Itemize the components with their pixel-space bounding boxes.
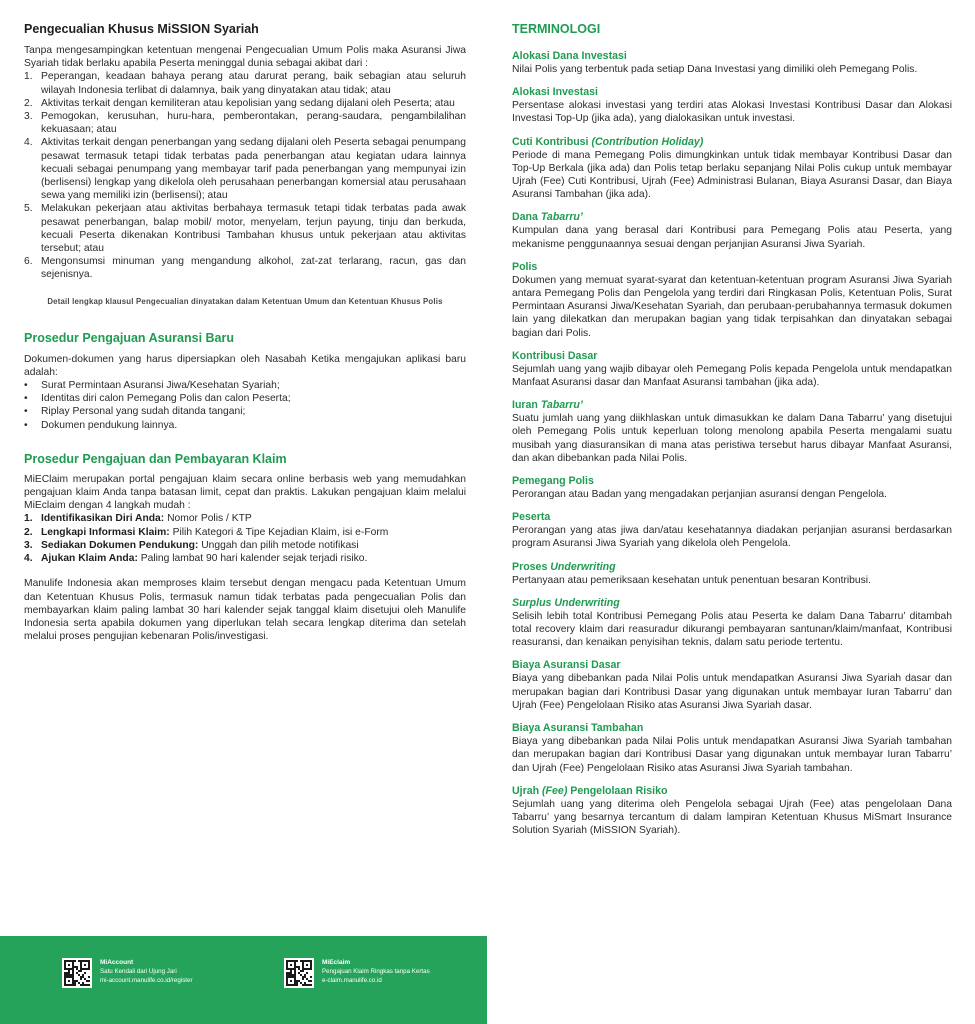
claim-step-text: Unggah dan pilih metode notifikasi [198,539,359,551]
exclusion-item [24,110,466,136]
claim-step [24,552,466,565]
term-definition: Pertanyaan atau pemeriksaan kesehatan untuk penentuan besaran Kontribusi. [512,574,871,586]
exclusion-list [24,70,466,281]
claim-step-number: 4. [24,553,33,565]
term-title-main: Kontribusi Dasar [512,349,598,362]
claim-intro: MiEClaim merupakan portal pengajuan klaim secara online berbasis web yang memudahkan pengajuan klaim Anda tanpa batasan limit, cepat dan praktis. Lakukan pengajuan klaim melalui MiEclaim dengan 4 langkah mudah : [24,473,466,512]
exclusion-text: Aktivitas terkait dengan kemiliteran atau kepolisian yang sedang dijalani oleh Peserta; atau [41,97,455,109]
term-title [512,136,952,148]
claim-step-content [41,552,367,565]
term-definition: Perorangan atau Badan yang mengadakan perjanjian asuransi dengan Pengelola. [512,489,887,501]
term-title [512,399,952,411]
bullet-icon: • [24,380,28,392]
term-item [512,597,952,650]
term-title-italic: Tabarru’ [540,211,583,224]
term-title-main: Pemegang Polis [512,475,594,488]
exclusion-text: Mengonsumsi minuman yang mengandung alkohol, zat-zat terlarang, racun, gas dan sejenisnya. [41,256,466,281]
term-title-main: Iuran [512,399,541,412]
term-definition: Perorangan yang atas jiwa dan/atau kesehatannya diadakan perjanjian asuransi berdasarkan program Asuransi Jiwa Syariah yang dikelola oleh Pengelola. [512,525,952,550]
claim-step [24,512,466,525]
term-title-main: Dana [512,211,541,224]
terminology-title: TERMINOLOGI [512,22,601,36]
claim-step-text: Pilih Kategori & Tipe Kejadian Klaim, isi e-Form [169,526,389,538]
term-title [512,597,952,609]
term-title-italic: Underwriting [550,560,616,573]
exclusion-text: Melakukan pekerjaan atau aktivitas berbahaya termasuk tetapi tidak terbatas pada awak pesawat penerbangan, balap mobil/ motor, menyelam, terjun payung, tinju dan berkuda, kecuali Peserta dikenakan Kontribusi Tambahan khusus untuk pekerjaan atau aktivitas tersebut; atau [41,203,466,255]
claim-step [24,539,466,552]
term-definition: Persentase alokasi investasi yang terdiri atas Alokasi Investasi Kontribusi Dasar dan Alokasi Investasi Top-Up (jika ada), yang dialokasikan untuk investasi. [512,100,952,125]
term-title-italic: Tabarru’ [540,399,583,412]
term-title [512,511,952,523]
term-item [512,50,952,76]
document-item [24,392,466,405]
exclusion-item [24,202,466,255]
claim-step-content [41,526,388,539]
term-definition: Selisih lebih total Kontribusi Pemegang Polis atau Peserta ke dalam Dana Tabarru’ ditambah total recovery klaim dari reasuradur dikurangi pembayaran santunan/klaim/manfaat, Kontribusi reasuransi, dan kenaikan penyisihan teknis, dalam satu periode tertentu. [512,610,952,649]
claim-step-label: Lengkapi Informasi Klaim: [41,526,170,538]
exclusion-number: 1. [24,71,33,83]
term-title [512,722,952,734]
footer-banner [0,936,487,1024]
exclusion-item [24,136,466,202]
mieclaim-tagline: Pengajuan Klaim Ringkas tanpa Kertas [322,968,430,975]
term-title-main: Cuti Kontribusi [512,135,592,148]
term-definition: Biaya yang dibebankan pada Nilai Polis untuk mendapatkan Asuransi Jiwa Syariah dasar dan merupakan bagian dari Kontribusi Dasar yang digunakan untuk membayar Iuran Tabarru’ dan Ujrah (Fee) Pengelolaan Risiko atas Asuransi Jiwa Syariah dasar. [512,673,952,711]
document-item [24,379,466,392]
exclusion-text: Peperangan, keadaan bahaya perang atau darurat perang, baik sebagian atau seluruh wilayah Indonesia terlibat di dalamnya, baik yang dinyatakan atau tidak; atau [41,71,466,96]
bullet-icon: • [24,406,28,418]
qr-code-icon [62,958,92,988]
miaccount-url[interactable]: mi-account.manulife.co.id/register [100,977,193,984]
mieclaim-block [284,958,430,988]
bullet-icon: • [24,419,28,431]
term-title-tail: Pengelolaan Risiko [567,784,668,797]
exclusion-title: Pengecualian Khusus MiSSION Syariah [24,22,259,36]
term-item [512,86,952,125]
term-title [512,561,952,573]
terminology-list [512,50,952,837]
document-text: Dokumen pendukung lainnya. [41,419,178,431]
claim-step-number: 2. [24,526,33,538]
term-item [512,399,952,465]
term-title-main: Ujrah [512,784,543,797]
document-text: Riplay Personal yang sudah ditanda tangani; [41,406,246,418]
exclusion-item [24,70,466,96]
term-title-italic: (Fee) [542,784,568,797]
claim-step-number: 3. [24,539,33,551]
claim-step [24,526,466,539]
claim-steps [24,512,466,565]
document-item [24,419,466,432]
term-item [512,211,952,250]
claim-step-number: 1. [24,513,33,525]
term-definition: Nilai Polis yang terbentuk pada setiap Dana Investasi yang dimiliki oleh Pemegang Polis. [512,64,918,75]
term-item [512,350,952,389]
exclusion-item [24,97,466,110]
term-title-italic: (Contribution Holiday) [591,135,704,148]
bullet-icon: • [24,393,28,405]
term-definition: Periode di mana Pemegang Polis dimungkinkan untuk tidak membayar Kontribusi Dasar dan Top-Up Berkala (jika ada) dan Polis tetap berlaku sepanjang Nilai Polis cukup untuk membayar Ujrah (Fee) Cuti Kontribusi, Ujrah (Fee) Administrasi Bulanan, Biaya Asuransi Dasar, dan Biaya Asuransi Tambahan (jika ada). [512,149,952,201]
exclusion-text: Pemogokan, kerusuhan, huru-hara, pemberontakan, perang-saudara, pengambilalihan kekuasaan; atau [41,111,466,136]
claim-step-label: Identifikasikan Diri Anda: [41,513,165,525]
mieclaim-url[interactable]: e-claim.manulife.co.id [322,977,382,984]
term-item [512,511,952,550]
term-item [512,136,952,202]
term-item [512,261,952,340]
new-application-intro: Dokumen-dokumen yang harus dipersiapkan oleh Nasabah Ketika mengajukan aplikasi baru adalah: [24,353,466,378]
term-title [512,659,952,671]
document-list [24,379,466,432]
claim-step-content [41,512,252,525]
miaccount-block [62,958,193,988]
term-title [512,475,952,487]
term-item [512,722,952,775]
term-title-main: Peserta [512,511,551,524]
claim-step-text: Paling lambat 90 hari kalender sejak terjadi risiko. [137,553,368,565]
term-title-italic: Surplus Underwriting [512,596,620,609]
term-title-main: Alokasi Dana Investasi [512,50,627,62]
document-text: Surat Permintaan Asuransi Jiwa/Kesehatan Syariah; [41,380,280,392]
term-definition: Sejumlah uang yang diterima oleh Pengelola sebagai Ujrah (Fee) atas pengelolaan Dana Tabarru’ yang besarnya tercantum di dalam lampiran Ketentuan Khusus MiSmart Insurance Solution Syariah (MiSSION Syariah). [512,798,952,837]
term-title [512,350,952,362]
claim-title: Prosedur Pengajuan dan Pembayaran Klaim [24,451,287,466]
term-title-main: Biaya Asuransi Tambahan [512,722,644,735]
term-item [512,659,952,712]
term-definition: Sejumlah uang yang wajib dibayar oleh Pemegang Polis kepada Pengelola untuk mendapatkan Manfaat Asuransi dasar dan Manfaat Asuransi tambahan (jika ada). [512,363,952,389]
exclusion-intro: Tanpa mengesampingkan ketentuan mengenai Pengecualian Umum Polis maka Asuransi Jiwa Syariah tidak berlaku apabila Peserta meninggal dunia sebagai akibat dari : [24,45,466,70]
exclusion-text: Aktivitas terkait dengan penerbangan yang sedang dijalani oleh Peserta sebagai penumpang pesawat termasuk tetapi tidak terbatas pada penerbangan atau kegiatan udara lainnya kecuali sebagai penumpang yang membayar tarif pada penerbangan yang mempunyai izin (berlisensi) lengkap yang dikelola oleh perusahaan penerbangan komersial atau perusahaan sewa yang memiliki izin (berlisensi); atau [41,137,466,202]
term-title [512,785,952,797]
exclusion-item [24,255,466,281]
claim-step-content [41,539,359,552]
exclusion-number: 6. [24,256,33,268]
exclusion-note: Detail lengkap klausul Pengecualian dinyatakan dalam Ketentuan Umum dan Ketentuan Khusus Polis [47,296,443,306]
term-item [512,785,952,838]
claim-step-label: Ajukan Klaim Anda: [41,553,138,565]
term-title [512,50,952,62]
term-definition: Dokumen yang memuat syarat-syarat dan ketentuan-ketentuan program Asuransi Jiwa Syariah antara Pemegang Polis dan Pengelola yang terdiri dari Ringkasan Polis, Ketentuan Polis, Surat Permintaan Asuransi Jiwa/Kesehatan Syariah, dan perubaan-perubahannya termasuk dokumen lain yang dilekatkan dan merupakan bagian yang tidak terpisahkan dan dinyatakan sebagai bagian dari Polis. [512,274,952,339]
term-definition: Suatu jumlah uang yang diikhlaskan untuk dimasukkan ke dalam Dana Tabarru’ yang disetujui oleh Pemegang Polis untuk keperluan tolong menolong apabila Peserta mengalami suatu musibah yang diasuransikan di mana atas peristiwa tersebut harus dibayar Manfaat Asuransi, dan akan dibebankan pada Nilai Polis. [512,413,952,464]
claim-step-label: Sediakan Dokumen Pendukung: [41,539,199,551]
miaccount-title: MiAccount [100,959,134,966]
left-column [24,0,466,643]
term-definition: Biaya yang dibebankan pada Nilai Polis untuk mendapatkan Asuransi Jiwa Syariah tambahan dan merupakan bagian dari Kontribusi Dasar yang digunakan untuk membayar Iuran Tabarru’ dan Ujrah (Fee) Pengelolaan Risiko atas Asuransi Jiwa Syariah tambahan. [512,736,952,774]
new-application-title: Prosedur Pengajuan Asuransi Baru [24,330,235,345]
right-column [512,0,952,847]
exclusion-number: 2. [24,97,33,109]
term-title-main: Proses [512,560,551,573]
term-title-main: Biaya Asuransi Dasar [512,659,621,672]
term-title-main: Polis [512,260,538,273]
term-title [512,211,952,223]
exclusion-number: 5. [24,203,33,215]
term-definition: Kumpulan dana yang berasal dari Kontribusi para Pemegang Polis atau Peserta, yang mekanisme penggunaannya sesuai dengan perjanjian Asuransi Jiwa Syariah. [512,225,952,250]
term-title-main: Alokasi Investasi [512,86,598,99]
term-title [512,86,952,98]
claim-closing: Manulife Indonesia akan memproses klaim tersebut dengan mengacu pada Ketentuan Umum dan Ketentuan Khusus Polis, termasuk namun tidak terbatas pada pengecualian Polis dan membayarkan klaim paling lambat 30 hari kalender sejak tanggal klaim disetujui oleh Manulife Indonesia serta apabila dokumen yang diperlukan telah secara lengkap diterima dan setelah melalui proses pengujian kebenaran Polis/investigasi. [24,578,466,643]
term-item [512,561,952,587]
term-item [512,475,952,501]
exclusion-number: 4. [24,137,33,149]
claim-step-text: Nomor Polis / KTP [164,513,252,525]
term-title [512,261,952,273]
mieclaim-title: MiEclaim [322,959,351,966]
document-text: Identitas diri calon Pemegang Polis dan calon Peserta; [41,393,291,405]
exclusion-number: 3. [24,111,33,123]
document-item [24,405,466,418]
qr-code-icon [284,958,314,988]
miaccount-tagline: Satu Kendali dari Ujung Jari [100,968,177,975]
